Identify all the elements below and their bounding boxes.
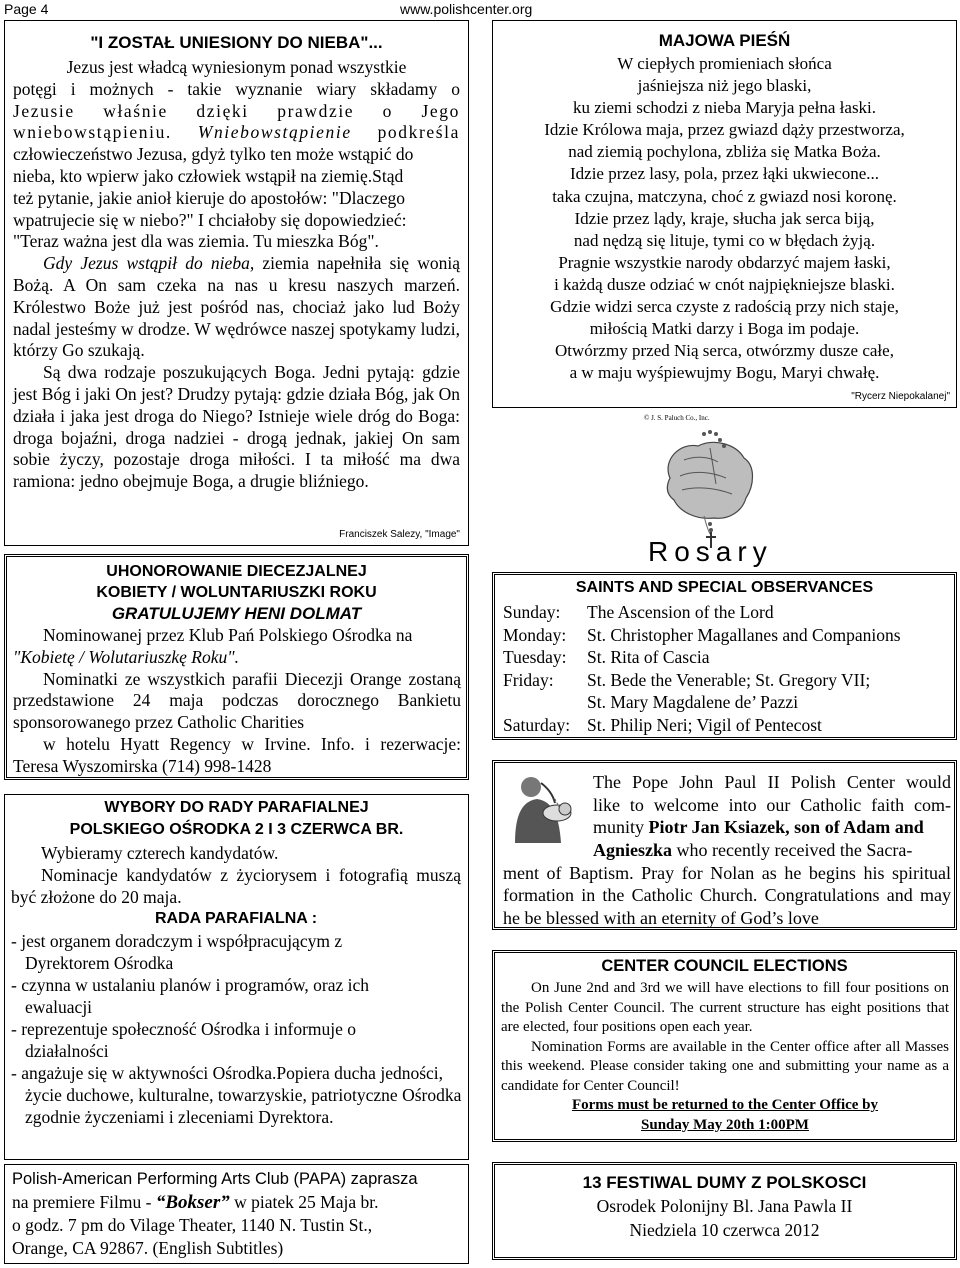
council-deadline: Forms must be returned to the Center Office by: [571, 1097, 879, 1113]
poem-line: Idzie przez lasy, pola, przez łąki ukwiecone...: [570, 164, 879, 184]
text-segment: wonią Bożą. A On sam czeka na nas u kresu naszych marzeń. Królestwo Boże już jest pośród nas, chociaż jako lud Boży nadal jesteśmy w drodze. W wędrówce naszej spotykamy ludzi, którzy Go szukają.: [13, 253, 461, 361]
text-line: wpatrujecie się w niebo?" I chciałoby się dopowiedzieć:: [13, 209, 407, 230]
saint-day: Sunday:: [503, 602, 561, 622]
film-text: o godz. 7 pm do Vilage Theater, 1140 N. Tustin St.,: [12, 1215, 373, 1235]
poem-line: nad nędzą się lituje, tymi co w błędach żyją.: [573, 230, 876, 250]
table-row: [503, 625, 901, 648]
council-list-item: - jest organem doradczym i współpracującym z Dyrektorem Ośrodka: [11, 931, 343, 974]
poem-line: miłością Matki darzy i Boga im podaje.: [589, 319, 860, 339]
saint-text: St. Mary Magdalene de’ Pazzi: [587, 692, 799, 712]
poem-line: Gdzie widzi serca czyste z radością przy nich staje,: [550, 297, 899, 317]
saint-text: The Ascension of the Lord: [587, 602, 774, 622]
poem-line: jaśniejsza niż jego blaski,: [637, 76, 812, 96]
welcome-text: munity: [593, 817, 649, 837]
saint-day: Saturday:: [503, 714, 571, 735]
council-list-item: - czynna w ustalaniu planów i programów, oraz ich ewaluacji: [11, 975, 369, 1018]
film-text: w piatek 25 Maja br.: [229, 1191, 379, 1212]
text-line: potęgi i możnych - takie wyznanie wiary składamy o: [13, 78, 460, 99]
honor-text: w hotelu Hyatt Regency w Irvine. Info. i rezerwacje: Teresa Wyszomirska (714) 998-1428: [13, 733, 461, 776]
rosary-copyright: © J. S. Paluch Co., Inc.: [644, 414, 710, 422]
saints-title: SAINTS AND SPECIAL OBSERVANCES: [575, 579, 874, 596]
council-subtitle: RADA PARAFIALNA :: [154, 910, 318, 928]
film-title: “Bokser”: [155, 1191, 230, 1213]
saint-day: [503, 692, 587, 715]
text-segment: podkreśla: [377, 122, 460, 143]
rosary-illustration: [640, 412, 780, 572]
saints-box: [492, 572, 957, 740]
ascension-body: [13, 57, 460, 493]
table-row: [503, 647, 901, 670]
text-line: człowieczeństwo Jezusa, gdyż tylko ten może wstąpić do: [13, 144, 414, 165]
festival-box: [492, 1162, 957, 1260]
saint-day: Friday:: [503, 669, 554, 690]
poem-credit: "Rycerz Niepokalanej": [851, 391, 950, 402]
baptism-icon: [501, 769, 583, 847]
poem-line: nad ziemią pochylona, zbliża się Matka Boża.: [568, 142, 881, 162]
poem-line: Otwórzmy przed Nią serca, otwórzmy dusze całe,: [555, 341, 894, 361]
honor-article: [4, 554, 469, 780]
honor-text-italic: "Kobietę / Wolutariuszkę Roku".: [13, 646, 239, 667]
festival-title: 13 FESTIWAL DUMY Z POLSKOSCI: [582, 1173, 867, 1192]
poem-line: Idzie Królowa maja, przez gwiazd dąży przestworza,: [544, 120, 905, 140]
film-text: Polish-American Performing Arts Club (PAPA) zaprasza: [12, 1170, 418, 1188]
film-text: Orange, CA 92867. (English Subtitles): [12, 1237, 284, 1258]
ascension-credit: Franciszek Salezy, "Image": [339, 529, 460, 540]
praying-hand-rosary-icon: [640, 420, 780, 550]
site-url[interactable]: www.polishcenter.org: [400, 1, 533, 17]
rosary-label: Rosary: [648, 536, 773, 567]
poem-line: Idzie przez lądy, kraje, słucha jak serca biją,: [574, 208, 875, 228]
text-line: nieba, kto wpierw jako człowiek wstąpił na ziemię.Stąd: [13, 165, 404, 186]
election-title-1: WYBORY DO RADY PARAFIALNEJ: [104, 799, 369, 816]
council-text: On June 2nd and 3rd we will have elections to fill four positions on the Polish Center Council. The current structure has eight positions that are elected, four positions open each year.: [501, 980, 949, 1035]
council-text: Nomination Forms are available in the Center office after all Masses this weekend. Please consider taking one and submitting your name as a candidate for Center Council!: [501, 1038, 949, 1094]
saint-day: Monday:: [503, 624, 567, 645]
text-segment: wniebowstąpieniu.: [13, 122, 172, 143]
text-line: Jezus jest władcą wyniesionym ponad wszystkie: [66, 57, 407, 77]
election-title-2: POLSKIEGO OŚRODKA 2 I 3 CZERWCA BR.: [69, 821, 404, 838]
saint-text: St. Christopher Magallanes and Companions: [587, 624, 901, 645]
poem-box: [492, 20, 957, 408]
text-segment-italic: Gdy Jezus wstąpił do nieba,: [43, 253, 255, 274]
election-article: [4, 794, 469, 1160]
welcome-text: The Pope John Paul II Polish Center would: [593, 772, 951, 792]
honor-title-1: UHONOROWANIE DIECEZJALNEJ: [106, 563, 367, 580]
text-segment-italic: Wniebowstąpienie: [197, 122, 352, 143]
honor-text: Nominowanej przez Klub Pań Polskiego Ośrodka na: [43, 625, 413, 645]
saint-text: St. Philip Neri; Vigil of Pentecost: [587, 714, 822, 735]
text-line: też pytanie, jakie anioł kieruje do apostołów: "Dlaczego: [13, 187, 406, 208]
council-deadline-date: Sunday May 20th 1:00PM: [641, 1116, 809, 1133]
honor-congrats: GRATULUJEMY HENI DOLMAT: [111, 604, 362, 623]
election-text: Wybieramy czterech kandydatów.: [41, 843, 279, 863]
poem-body: [493, 53, 956, 384]
council-elections-box: [492, 950, 957, 1142]
poem-line: i każdą dusze odziać w cnót najpiękniejsze blaski.: [554, 274, 895, 294]
poem-title: MAJOWA PIEŚŃ: [658, 31, 791, 50]
council-list-item: - reprezentuje społeczność Ośrodka i informuje o działalności: [11, 1019, 357, 1062]
welcome-text: ment of Baptism. Pray for Nolan as he begins his spiritual formation in the Catholic Church. Congratulations and may he be blessed with an eternity of God’s love: [503, 862, 951, 928]
council-list-item: - angażuje się w aktywności Ośrodka.Popiera ducha jedności, życie duchowe, kulturalne, towarzyskie, patriotyczne Ośrodka zgodnie życzeniami i zleceniami Dyrektora.: [11, 1063, 462, 1128]
honor-text: Nominatki ze wszystkich parafii Diecezji Orange zostaną przedstawione 24 maja podczas dorocznego Bankietu sponsorowanego przez Catholic Charities: [13, 668, 461, 733]
poem-line: Pragnie wszystkie narody obdarzyć majem łaski,: [558, 252, 891, 272]
ascension-article: [4, 20, 469, 546]
page-number: Page 4: [4, 1, 49, 17]
film-article: [4, 1164, 469, 1264]
poem-line: ku ziemi schodzi z nieba Maryja pełna łaski.: [572, 98, 877, 118]
festival-date: Niedziela 10 czerwca 2012: [629, 1220, 820, 1240]
text-paragraph: Są dwa rodzaje poszukujących Boga. Jedni pytają: gdzie jest Bóg i jaki On jest? Drudzy pytają: gdzie działa Bóg, jak On działa i jaka jest droga do Niego? Istnieje wiele dróg do Boga: droga bojaźni, droga nadziei - drogą jednak, jakiej On sam sobie życzy, pozostaje droga miłości. I ta miłość ma dwa ramiona: jedno obejmuje Boga, a drugie bliźniego.: [13, 362, 460, 492]
welcome-text: who recently received the Sacra-: [672, 840, 913, 860]
welcome-text: like to welcome into our Catholic faith com-: [593, 794, 951, 815]
poem-line: a w maju wyśpiewujmy Bogu, Maryi chwałę.: [569, 363, 880, 383]
table-row: [503, 692, 901, 715]
parent-name: Agnieszka: [593, 840, 673, 860]
saint-text: St. Rita of Cascia: [587, 647, 710, 667]
ascension-title: "I ZOSTAŁ UNIESIONY DO NIEBA"...: [90, 33, 383, 52]
welcome-box: [492, 760, 957, 930]
child-name: Piotr Jan Ksiazek, son of Adam and: [648, 817, 924, 837]
festival-venue: Osrodek Polonijny Bl. Jana Pawla II: [596, 1196, 853, 1216]
saint-text: St. Bede the Venerable; St. Gregory VII;: [587, 669, 871, 690]
text-line: Jezusie właśnie dzięki prawdzie o Jego: [13, 100, 460, 121]
honor-title-2: KOBIETY / WOLUNTARIUSZKI ROKU: [96, 584, 377, 601]
saint-day: Tuesday:: [503, 647, 567, 667]
film-text: na premiere Filmu -: [12, 1191, 156, 1212]
saints-table: [503, 602, 901, 737]
election-text: Nominacje kandydatów z życiorysem i fotografią muszą być złożone do 20 maja.: [11, 864, 461, 907]
table-row: [503, 602, 901, 625]
table-row: [503, 670, 901, 693]
text-line: "Teraz ważna jest dla was ziemia. Tu mieszka Bóg".: [13, 231, 379, 252]
poem-line: W ciepłych promieniach słońca: [617, 54, 832, 73]
council-elections-title: CENTER COUNCIL ELECTIONS: [601, 957, 848, 975]
poem-line: taka czujna, matczyna, choć z gwiazd nosi koronę.: [552, 186, 897, 206]
table-row: [503, 715, 901, 738]
text-segment: ziemia napełniła się: [262, 253, 410, 274]
